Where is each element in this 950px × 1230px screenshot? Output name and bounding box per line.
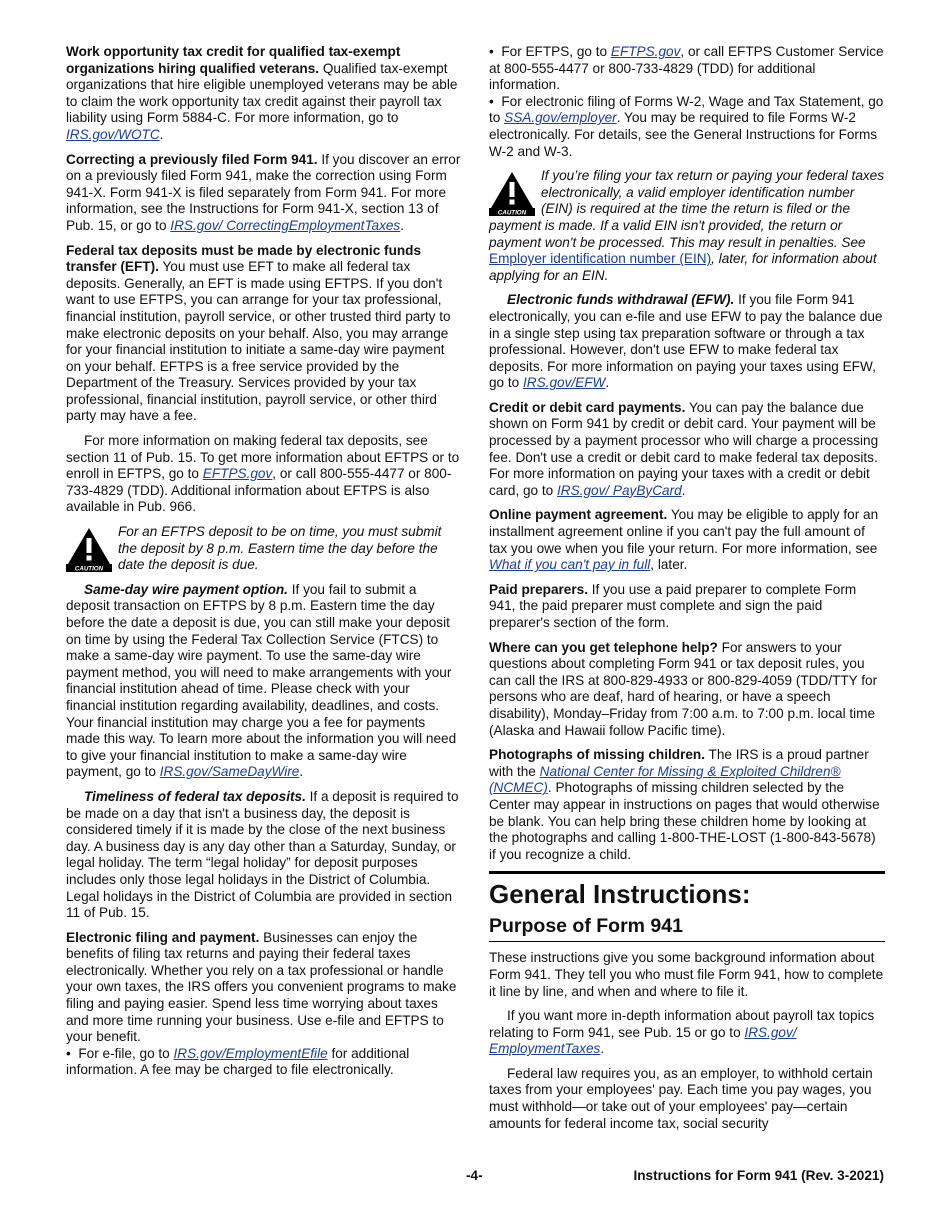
footer-title: Instructions for Form 941 (Rev. 3-2021) <box>633 1168 884 1183</box>
sameday-end: . <box>299 764 304 780</box>
more-info-paragraph <box>66 433 462 516</box>
w2-bullet-pre: For electronic filing of Forms W-2, Wage and Tax Statement, go to <box>489 93 884 126</box>
section-rule <box>489 871 885 874</box>
children-heading: Photographs of missing children. <box>489 747 706 763</box>
pay-by-card-link[interactable]: IRS.gov/ PayByCard <box>557 482 682 498</box>
efiling-paragraph <box>66 930 462 1046</box>
caution-text-eftps: For an EFTPS deposit to be on time, you must submit the deposit by 8 p.m. Eastern time the day before the date the deposit is due. <box>118 524 442 573</box>
more-info-body1: For more information on making federal tax deposits, see section 11 of Pub. 15. To get more information about EFTPS or to enroll in EFTPS, go to <box>66 433 460 482</box>
ncmec-link[interactable]: National Center for Missing & Exploited Children® (NCMEC) <box>489 763 841 796</box>
efw-end: . <box>605 375 610 391</box>
purpose2-end: . <box>600 1041 605 1057</box>
correcting-employment-taxes-link[interactable]: IRS.gov/ CorrectingEmploymentTaxes <box>170 217 401 233</box>
telephone-paragraph <box>489 640 885 740</box>
card-end: . <box>681 482 686 498</box>
deposits-paragraph <box>66 243 462 426</box>
efiling-body: Businesses can enjoy the benefits of filing tax returns and paying their federal taxes electronically. Whether you rely on a tax professional or handle your own taxes, the IRS offers you convenient programs to make filing and paying easier. Spend less time worrying about taxes and more time running your business. Use e-file and EFTPS to your benefit. <box>66 929 457 1045</box>
preparers-body: If you use a paid preparer to complete Form 941, the paid preparer must complete and sign the paid preparer's section of the form. <box>489 581 857 630</box>
sameday-paragraph <box>66 582 462 781</box>
woc-end: . <box>159 126 164 142</box>
caution-note-ein <box>489 168 885 284</box>
efile-bullet <box>66 1046 462 1079</box>
irs-efw-link[interactable]: IRS.gov/EFW <box>523 375 606 391</box>
purpose-paragraph-2 <box>489 1008 885 1058</box>
general-instructions-heading: General Instructions: <box>489 879 751 910</box>
w2-bullet <box>489 94 885 160</box>
children-paragraph <box>489 747 885 863</box>
card-body: You can pay the balance due shown on Form 941 by credit or debit card. Your payment will be processed by a payment processor who will charge a processing fee. Don't use a credit or debit card to make federal tax deposits. For more information on paying your taxes with a credit or debit card, go to <box>489 399 879 498</box>
eftps-gov-link[interactable]: EFTPS.gov <box>610 44 681 59</box>
caution-icon <box>66 526 112 572</box>
cant-pay-in-full-link[interactable]: What if you can't pay in full <box>489 557 651 573</box>
ssa-employer-link[interactable]: SSA.gov/employer <box>504 110 617 126</box>
sameday-body: If you fail to submit a deposit transaction on EFTPS by 8 p.m. Eastern time the day before the date a deposit is due, you can still make your deposit on time by using the Federal Tax Collection Service (FTCS) to make a same-day wire payment. To use the same-day wire payment method, you will need to make arrangements with your financial institution ahead of time. Please check with your financial institution regarding availability, deadlines, and costs. Your financial institution may charge you a fee for payments made this way. To learn more about the information you will need to give your financial institution to make a same-day wire payment, go to <box>66 581 457 780</box>
online-body: You may be eligible to apply for an installment agreement online if you can't pay the full amount of tax you owe when you file your return. For more information, see <box>489 507 879 556</box>
more-info-body2: , or call 800-555-4477 or 800-733-4829 (TDD). Additional information about EFTPS is also available in Pub. 966. <box>66 466 452 515</box>
efw-heading: Electronic funds withdrawal (EFW). <box>507 292 735 308</box>
purpose2-pre: If you want more in-depth information about payroll tax topics relating to Form 941, see Pub. 15 or go to <box>489 1008 875 1040</box>
caution-icon <box>489 170 535 216</box>
right-column <box>489 44 885 1140</box>
eftps-bullet-post: , or call EFTPS Customer Service at 800-555-4477 or 800-733-4829 (TDD) for additional information. <box>489 44 884 93</box>
caution-label: CAUTION <box>497 209 527 217</box>
purpose-paragraph-1: These instructions give you some background information about Form 941. They tell you who must file Form 941, how to complete it line by line, and when and where to file it. <box>489 950 884 999</box>
timeliness-paragraph <box>66 789 462 922</box>
efiling-heading: Electronic filing and payment. <box>66 929 260 945</box>
eftps-link[interactable]: EFTPS.gov <box>202 466 273 482</box>
card-heading: Credit or debit card payments. <box>489 399 686 415</box>
correcting-end: . <box>400 217 405 233</box>
eftps-bullet-pre: For EFTPS, go to <box>501 44 608 59</box>
caution-text-ein-post: , later, for information about applying for an EIN. <box>489 251 877 283</box>
timeliness-body: If a deposit is required to be made on a day that isn't a business day, the deposit is considered timely if it is made by the close of the next business day. A business day is any day other than a Saturday, Sunday, or legal holiday. The term “legal holiday” for deposit purposes includes only those legal holidays in the District of Columbia. Legal holidays in the District of Columbia are provided in section 11 of Pub. 15. <box>66 788 459 921</box>
timeliness-heading: Timeliness of federal tax deposits. <box>84 788 306 804</box>
purpose-paragraph-3: Federal law requires you, as an employer, to withhold certain taxes from your employees' pay. Each time you pay wages, you must withhold—or take out of your employees' pay—certain amounts for federal income tax, social security <box>489 1065 873 1131</box>
efile-bullet-post: for additional information. A fee may be charged to file electronically. <box>66 1045 410 1078</box>
online-paragraph <box>489 507 885 573</box>
online-end: , later. <box>650 557 688 573</box>
children-body2: . Photographs of missing children selected by the Center may appear in instructions on pages that would otherwise be blank. You can help bring these children home by looking at the photographs and calling 1-800-THE-LOST (1-800-843-5678) if you recognize a child. <box>489 780 880 862</box>
correcting-paragraph <box>66 152 462 235</box>
online-heading: Online payment agreement. <box>489 507 668 523</box>
telephone-body: For answers to your questions about completing Form 941 or tax deposit rules, you can call the IRS at 800-829-4933 or 800-829-4059 (TDD/TTY for persons who are deaf, hard of hearing, or have a speech disability), Monday–Friday from 7:00 a.m. to 7:00 p.m. local time (Alaska and Hawaii follow Pacific time). <box>489 639 878 738</box>
left-column <box>66 44 462 1079</box>
caution-label: CAUTION <box>74 565 104 573</box>
preparers-paragraph <box>489 582 885 632</box>
woc-body: Qualified tax-exempt organizations that hire eligible unemployed veterans may be able to claim the work opportunity tax credit against their payroll tax liability using Form 5884-C. For more information, go to <box>66 60 458 126</box>
efile-bullet-pre: For e-file, go to <box>78 1045 170 1061</box>
caution-text-ein: If you’re filing your tax return or paying your federal taxes electronically, a valid employer identification number (EIN) is required at the time the return is filed or the payment is made. If a valid EIN isn't provided, the return or payment won't be processed. This may result in penalties. See <box>489 168 885 250</box>
w2-bullet-post: . You may be required to file Forms W-2 electronically. For details, see the General Instructions for Forms W-2 and W-3. <box>489 110 878 159</box>
same-day-wire-link[interactable]: IRS.gov/SameDayWire <box>159 764 300 780</box>
caution-note-eftps <box>66 524 462 574</box>
efw-body: If you file Form 941 electronically, you can e-file and use EFW to pay the balance due in a single step using tax preparation software or through a tax professional. However, don't use EFW to make federal tax deposits. For more information on paying your taxes using EFW, go to <box>489 292 883 391</box>
woc-paragraph <box>66 44 462 144</box>
ein-link[interactable]: Employer identification number (EIN) <box>489 251 712 267</box>
children-body1: The IRS is a proud partner with the <box>489 747 869 779</box>
sameday-heading: Same-day wire payment option. <box>84 581 288 597</box>
efw-paragraph <box>489 292 885 392</box>
deposits-body: You must use EFT to make all federal tax deposits. Generally, an EFT is made using EFTPS. If you don't want to use EFTPS, you can arrange for your tax professional, financial institution, payroll service, or other trusted third party to make electronic deposits on your behalf. Also, you may arrange for your financial institution to initiate a same-day wire payment on your behalf. EFTPS is a free service provided by the Department of the Treasury. Services provided by your tax professional, financial institution, payroll service, or other third party may have a fee. <box>66 259 451 424</box>
telephone-heading: Where can you get telephone help? <box>489 639 718 655</box>
purpose-heading: Purpose of Form 941 <box>489 914 885 942</box>
preparers-heading: Paid preparers. <box>489 581 588 597</box>
employment-efile-link[interactable]: IRS.gov/EmploymentEfile <box>173 1045 328 1061</box>
irs-wotc-link[interactable]: IRS.gov/WOTC <box>66 126 160 142</box>
deposits-heading: Federal tax deposits must be made by electronic funds transfer (EFT). <box>66 242 422 275</box>
eftps-bullet <box>489 44 885 94</box>
page-number: -4- <box>466 1168 483 1183</box>
correcting-body: If you discover an error on a previously filed Form 941, make the correction using Form 941-X. Form 941-X is filed separately from Form 941. For more information, see the Instructions for Form 941-X, section 13 of Pub. 15, or go to <box>66 151 461 233</box>
woc-heading: Work opportunity tax credit for qualified tax-exempt organizations hiring qualified veterans. <box>66 44 401 76</box>
employment-taxes-link[interactable]: IRS.gov/ EmploymentTaxes <box>489 1024 797 1057</box>
correcting-heading: Correcting a previously filed Form 941. <box>66 151 318 167</box>
card-paragraph <box>489 400 885 500</box>
